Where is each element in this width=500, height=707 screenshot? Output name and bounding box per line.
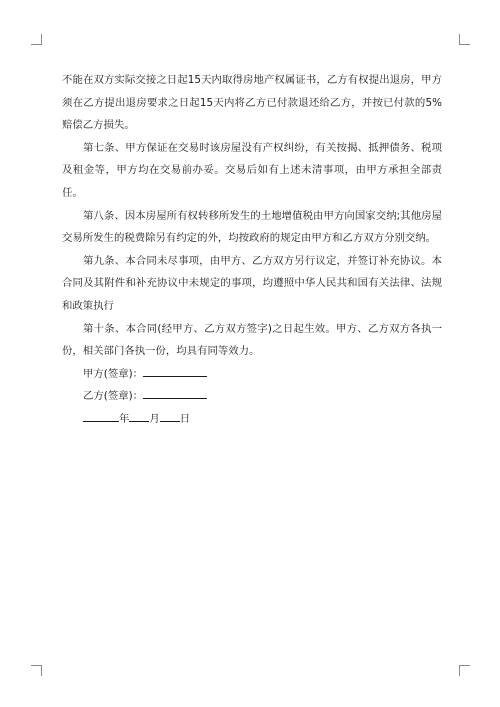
signature-party-a	[62, 363, 442, 386]
signature-party-b-line[interactable]	[143, 387, 207, 399]
signature-party-a-line[interactable]	[143, 365, 207, 377]
date-line	[62, 408, 442, 431]
crop-mark-bottom-left	[31, 665, 42, 676]
date-day-blank[interactable]	[160, 410, 180, 422]
paragraph-article-9: 第九条、本合同未尽事项，由甲方、乙方双方另行议定，并签订补充协议。本合同及其附件和补充协议中未规定的事项，均遵照中华人民共和国有关法律、法规和政策执行	[62, 254, 442, 312]
crop-mark-top-right	[459, 34, 470, 45]
crop-mark-bottom-right	[459, 665, 470, 676]
date-month-char: 月	[149, 412, 160, 425]
paragraph-article-8: 第八条、因本房屋所有权转移所发生的土地增值税由甲方向国家交纳;其他房屋交易所发生的税费除另有约定的外，均按政府的规定由甲方和乙方双方分别交纳。	[62, 209, 442, 245]
paragraph-continuation: 不能在双方实际交接之日起15天内取得房地产权属证书，乙方有权提出退房，甲方须在乙方提出退房要求之日起15天内将乙方已付款退还给乙方，并按已付款的5%赔偿乙方损失。	[62, 74, 442, 132]
paragraph-article-10: 第十条、本合同(经甲方、乙方双方签字)之日起生效。甲方、乙方双方各执一份，相关部门各执一份，均具有同等效力。	[62, 322, 442, 358]
signature-party-b	[62, 385, 442, 408]
document-body	[62, 69, 442, 431]
signature-party-b-label: 乙方(签章)：	[83, 390, 144, 403]
date-year-char: 年	[119, 412, 130, 425]
paragraph-article-7: 第七条、甲方保证在交易时该房屋没有产权纠纷，有关按揭、抵押债务、税项及租金等，甲方均在交易前办妥。交易后如有上述未清事项，由甲方承担全部责任。	[62, 141, 442, 199]
crop-mark-top-left	[31, 34, 42, 45]
signature-party-a-label: 甲方(签章)：	[83, 367, 144, 380]
date-month-blank[interactable]	[129, 410, 149, 422]
date-day-char: 日	[179, 412, 191, 425]
date-year-blank[interactable]	[83, 410, 119, 422]
